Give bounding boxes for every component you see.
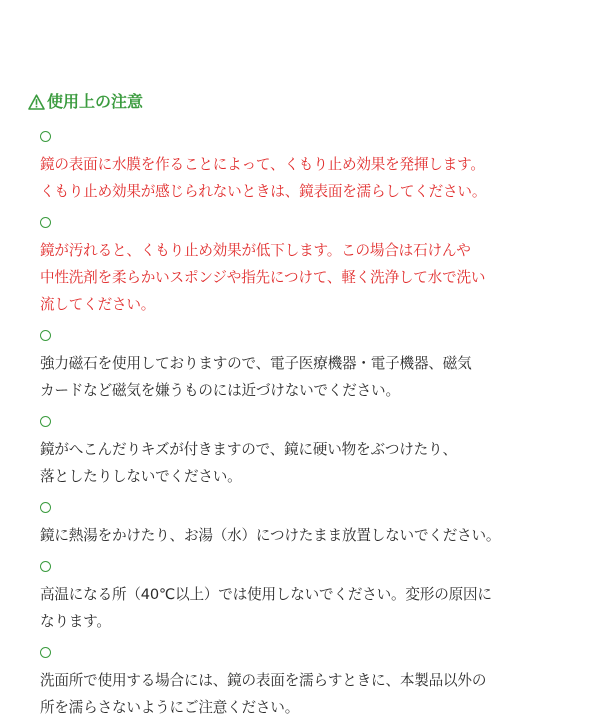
circle-bullet-icon xyxy=(40,647,51,658)
caution-item-4 xyxy=(40,409,588,490)
circle-bullet-icon xyxy=(40,330,51,341)
caution-line: 流してください。 xyxy=(40,296,156,313)
caution-line: 鏡に熱湯をかけたり、お湯（水）につけたまま放置しないでください。 xyxy=(40,527,501,544)
caution-line: 鏡が汚れると、くもり止め効果が低下します。この場合は石けんや xyxy=(40,242,471,259)
circle-bullet-icon xyxy=(40,217,51,228)
circle-bullet-icon xyxy=(40,561,51,572)
caution-list xyxy=(40,124,588,726)
caution-item-6 xyxy=(40,554,588,635)
circle-bullet-icon xyxy=(40,502,51,513)
caution-item-2 xyxy=(40,210,588,318)
caution-heading-text: 使用上の注意 xyxy=(47,92,144,111)
caution-line: 落としたりしないでください。 xyxy=(40,468,242,485)
circle-bullet-icon xyxy=(40,416,51,427)
caution-item-5 xyxy=(40,495,588,549)
caution-line: 中性洗剤を柔らかいスポンジや指先につけて、軽く洗浄して水で洗い xyxy=(40,269,486,286)
caution-line: 鏡の表面に水膜を作ることによって、くもり止め効果を発揮します。 xyxy=(40,156,485,173)
caution-line: くもり止め効果が感じられないときは、鏡表面を濡らしてください。 xyxy=(40,183,487,200)
circle-bullet-icon xyxy=(40,131,51,142)
warning-triangle-icon xyxy=(28,94,45,110)
caution-line: カードなど磁気を嫌うものには近づけないでください。 xyxy=(40,382,400,399)
caution-item-1 xyxy=(40,124,588,205)
caution-item-3 xyxy=(40,323,588,404)
caution-line: 洗面所で使用する場合には、鏡の表面を濡らすときに、本製品以外の xyxy=(40,672,487,689)
caution-line: 強力磁石を使用しておりますので、電子医療機器・電子機器、磁気 xyxy=(40,355,472,372)
caution-line: 鏡がへこんだりキズが付きますので、鏡に硬い物をぶつけたり、 xyxy=(40,441,457,458)
caution-line: 高温になる所（40℃以上）では使用しないでください。変形の原因に xyxy=(40,586,492,603)
caution-heading xyxy=(28,92,143,112)
caution-item-7 xyxy=(40,640,588,721)
caution-line: なります。 xyxy=(40,613,111,630)
caution-line: 所を濡らさないようにご注意ください。 xyxy=(40,699,300,716)
